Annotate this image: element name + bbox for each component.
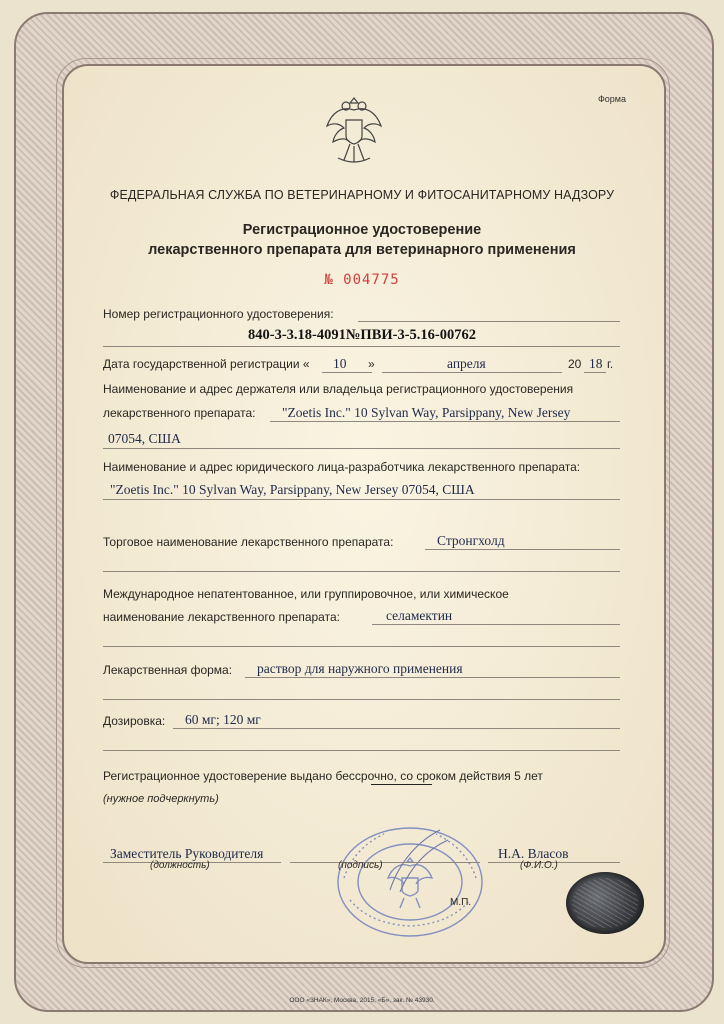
underline	[358, 321, 620, 322]
underline	[103, 499, 620, 500]
reg-number-label: Номер регистрационного удостоверения:	[103, 307, 334, 321]
underline	[382, 372, 562, 373]
underline	[103, 346, 620, 347]
signatory-position: Заместитель Руководителя	[110, 846, 264, 861]
agency-name: ФЕДЕРАЛЬНАЯ СЛУЖБА ПО ВЕТЕРИНАРНОМУ И ФИТОСАНИТАРНОМУ НАДЗОРУ	[109, 188, 615, 202]
developer-value: "Zoetis Inc." 10 Sylvan Way, Parsippany, New Jersey 07054, США	[110, 482, 475, 497]
underline	[103, 699, 620, 700]
date-day: 10	[333, 356, 347, 371]
validity-note: (нужное подчеркнуть)	[103, 793, 219, 805]
underline	[245, 677, 620, 678]
hologram-sticker	[566, 872, 644, 934]
underline	[103, 448, 620, 449]
certificate-title: Регистрационное удостоверение	[242, 222, 482, 238]
underline	[173, 728, 620, 729]
date-quote-close: »	[368, 357, 375, 371]
certificate-serial-number: № 004775	[324, 272, 400, 288]
signature-line	[290, 862, 480, 863]
reg-number-value: 840-3-3.18-4091№ПВИ-3-5.16-00762	[247, 327, 477, 343]
holder-label-line2: лекарственного препарата:	[103, 406, 256, 420]
date-year-prefix: 20	[568, 357, 582, 371]
underline	[372, 624, 620, 625]
certificate-subtitle: лекарственного препарата для ветеринарного применения	[148, 242, 576, 258]
dosage-label: Дозировка:	[103, 714, 166, 728]
double-headed-eagle-emblem	[324, 92, 384, 168]
position-caption: (должность)	[150, 860, 210, 871]
underline	[103, 646, 620, 647]
validity-underline-mark	[371, 784, 432, 785]
date-month: апреля	[447, 356, 486, 371]
date-year-suffix: 18	[589, 356, 603, 371]
dosage-form-label: Лекарственная форма:	[103, 663, 233, 677]
holder-value-line1: "Zoetis Inc." 10 Sylvan Way, Parsippany, New Jersey	[282, 405, 571, 420]
inn-label-line1: Международное непатентованное, или группировочное, или химическое	[103, 587, 509, 601]
date-label: Дата государственной регистрации «	[103, 357, 310, 371]
form-label: Форма	[597, 94, 626, 104]
holder-label-line1: Наименование и адрес держателя или владельца регистрационного удостоверения	[103, 382, 574, 396]
inn-label-line2: наименование лекарственного препарата:	[103, 610, 340, 624]
underline	[584, 372, 606, 373]
seal-place-caption: М.П.	[450, 897, 472, 908]
developer-label: Наименование и адрес юридического лица-разработчика лекарственного препарата:	[103, 460, 581, 474]
underline	[103, 750, 620, 751]
dosage-form-value: раствор для наружного применения	[257, 661, 463, 676]
date-year-end: г.	[607, 357, 614, 371]
signature-caption: (подпись)	[338, 860, 383, 871]
dosage-value: 60 мг; 120 мг	[185, 712, 261, 727]
inn-value: селамектин	[386, 608, 453, 623]
name-caption: (Ф.И.О.)	[520, 860, 558, 871]
trade-name-label: Торговое наименование лекарственного препарата:	[103, 535, 394, 549]
underline	[270, 421, 620, 422]
underline	[322, 372, 372, 373]
signatory-name: Н.А. Власов	[498, 846, 569, 861]
holder-value-line2: 07054, США	[108, 431, 181, 446]
underline	[103, 571, 620, 572]
official-seal-stamp	[330, 820, 490, 940]
printer-imprint: ООО «ЗНАК», Москва, 2015, «Б», зак. № 43930.	[289, 997, 435, 1004]
trade-name-value: Стронгхолд	[437, 533, 505, 548]
validity-text: Регистрационное удостоверение выдано бессрочно, со сроком действия 5 лет	[103, 769, 543, 783]
underline	[425, 549, 620, 550]
